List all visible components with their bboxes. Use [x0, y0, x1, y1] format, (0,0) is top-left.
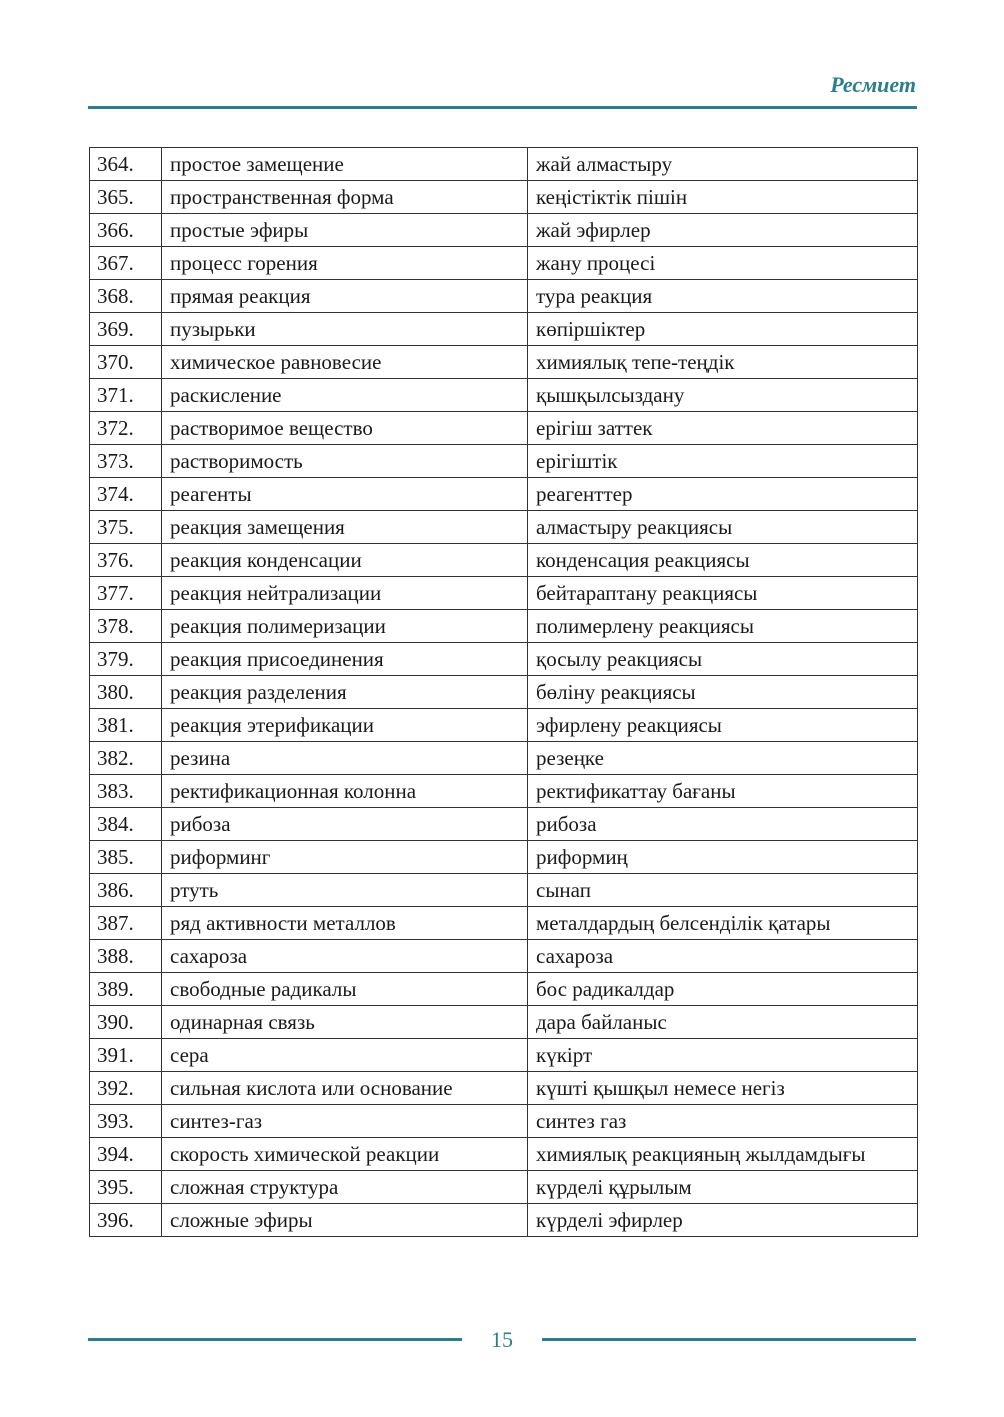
- term-number-cell: 368.: [90, 280, 162, 313]
- russian-term-cell: реакция нейтрализации: [162, 577, 528, 610]
- footer-divider-right: [542, 1338, 916, 1341]
- term-number-cell: 365.: [90, 181, 162, 214]
- table-row: [90, 940, 918, 973]
- term-number-cell: 392.: [90, 1072, 162, 1105]
- russian-term-cell: химическое равновесие: [162, 346, 528, 379]
- kazakh-term-cell: күкірт: [528, 1039, 918, 1072]
- page-header-title: Ресмиет: [830, 72, 916, 97]
- footer-divider-left: [88, 1338, 462, 1341]
- kazakh-term-cell: полимерлену реакциясы: [528, 610, 918, 643]
- russian-term-cell: прямая реакция: [162, 280, 528, 313]
- russian-term-cell: одинарная связь: [162, 1006, 528, 1039]
- kazakh-term-cell: бейтараптану реакциясы: [528, 577, 918, 610]
- kazakh-term-cell: дара байланыс: [528, 1006, 918, 1039]
- russian-term-cell: сложные эфиры: [162, 1204, 528, 1237]
- russian-term-cell: реакция присоединения: [162, 643, 528, 676]
- table-row: [90, 247, 918, 280]
- table-row: [90, 313, 918, 346]
- russian-term-cell: ртуть: [162, 874, 528, 907]
- table-row: [90, 841, 918, 874]
- kazakh-term-cell: металдардың белсенділік қатары: [528, 907, 918, 940]
- term-number-cell: 389.: [90, 973, 162, 1006]
- russian-term-cell: реакция полимеризации: [162, 610, 528, 643]
- table-row: [90, 643, 918, 676]
- term-number-cell: 364.: [90, 148, 162, 181]
- russian-term-cell: резина: [162, 742, 528, 775]
- table-row: [90, 775, 918, 808]
- kazakh-term-cell: химиялық реакцияның жылдамдығы: [528, 1138, 918, 1171]
- kazakh-term-cell: риформиң: [528, 841, 918, 874]
- russian-term-cell: растворимое вещество: [162, 412, 528, 445]
- kazakh-term-cell: жану процесі: [528, 247, 918, 280]
- russian-term-cell: раскисление: [162, 379, 528, 412]
- header-divider: [88, 106, 917, 109]
- term-number-cell: 373.: [90, 445, 162, 478]
- table-row: [90, 907, 918, 940]
- term-number-cell: 379.: [90, 643, 162, 676]
- russian-term-cell: сера: [162, 1039, 528, 1072]
- russian-term-cell: рибоза: [162, 808, 528, 841]
- table-row: [90, 1072, 918, 1105]
- table-row: [90, 148, 918, 181]
- table-row: [90, 412, 918, 445]
- term-number-cell: 386.: [90, 874, 162, 907]
- term-number-cell: 369.: [90, 313, 162, 346]
- russian-term-cell: простые эфиры: [162, 214, 528, 247]
- table-row: [90, 676, 918, 709]
- russian-term-cell: сильная кислота или основание: [162, 1072, 528, 1105]
- term-number-cell: 371.: [90, 379, 162, 412]
- table-row: [90, 577, 918, 610]
- term-number-cell: 376.: [90, 544, 162, 577]
- table-row: [90, 808, 918, 841]
- kazakh-term-cell: бос радикалдар: [528, 973, 918, 1006]
- term-number-cell: 391.: [90, 1039, 162, 1072]
- russian-term-cell: сложная структура: [162, 1171, 528, 1204]
- term-number-cell: 378.: [90, 610, 162, 643]
- table-row: [90, 181, 918, 214]
- term-number-cell: 375.: [90, 511, 162, 544]
- russian-term-cell: синтез-газ: [162, 1105, 528, 1138]
- table-row: [90, 1171, 918, 1204]
- glossary-table: [89, 147, 918, 1237]
- russian-term-cell: реакция этерификации: [162, 709, 528, 742]
- term-number-cell: 387.: [90, 907, 162, 940]
- russian-term-cell: реагенты: [162, 478, 528, 511]
- term-number-cell: 390.: [90, 1006, 162, 1039]
- term-number-cell: 367.: [90, 247, 162, 280]
- term-number-cell: 366.: [90, 214, 162, 247]
- term-number-cell: 384.: [90, 808, 162, 841]
- kazakh-term-cell: ерігіш заттек: [528, 412, 918, 445]
- kazakh-term-cell: реагенттер: [528, 478, 918, 511]
- term-number-cell: 383.: [90, 775, 162, 808]
- kazakh-term-cell: конденсация реакциясы: [528, 544, 918, 577]
- russian-term-cell: реакция конденсации: [162, 544, 528, 577]
- table-row: [90, 379, 918, 412]
- kazakh-term-cell: резеңке: [528, 742, 918, 775]
- table-row: [90, 973, 918, 1006]
- kazakh-term-cell: күрделі құрылым: [528, 1171, 918, 1204]
- russian-term-cell: скорость химической реакции: [162, 1138, 528, 1171]
- table-row: [90, 214, 918, 247]
- kazakh-term-cell: жай алмастыру: [528, 148, 918, 181]
- russian-term-cell: процесс горения: [162, 247, 528, 280]
- russian-term-cell: реакция разделения: [162, 676, 528, 709]
- term-number-cell: 377.: [90, 577, 162, 610]
- term-number-cell: 382.: [90, 742, 162, 775]
- term-number-cell: 396.: [90, 1204, 162, 1237]
- term-number-cell: 388.: [90, 940, 162, 973]
- table-row: [90, 511, 918, 544]
- kazakh-term-cell: ерігіштік: [528, 445, 918, 478]
- page-number: 15: [491, 1327, 513, 1352]
- kazakh-term-cell: кеңістіктік пішін: [528, 181, 918, 214]
- table-row: [90, 1039, 918, 1072]
- term-number-cell: 372.: [90, 412, 162, 445]
- table-row: [90, 445, 918, 478]
- russian-term-cell: ряд активности металлов: [162, 907, 528, 940]
- russian-term-cell: ректификационная колонна: [162, 775, 528, 808]
- kazakh-term-cell: эфирлену реакциясы: [528, 709, 918, 742]
- term-number-cell: 380.: [90, 676, 162, 709]
- kazakh-term-cell: қосылу реакциясы: [528, 643, 918, 676]
- russian-term-cell: реакция замещения: [162, 511, 528, 544]
- table-row: [90, 610, 918, 643]
- table-row: [90, 1105, 918, 1138]
- table-row: [90, 280, 918, 313]
- term-number-cell: 385.: [90, 841, 162, 874]
- kazakh-term-cell: ректификаттау бағаны: [528, 775, 918, 808]
- table-row: [90, 1204, 918, 1237]
- russian-term-cell: сахароза: [162, 940, 528, 973]
- table-row: [90, 544, 918, 577]
- term-number-cell: 394.: [90, 1138, 162, 1171]
- russian-term-cell: простое замещение: [162, 148, 528, 181]
- kazakh-term-cell: химиялық тепе-теңдік: [528, 346, 918, 379]
- table-row: [90, 478, 918, 511]
- russian-term-cell: растворимость: [162, 445, 528, 478]
- russian-term-cell: пузырьки: [162, 313, 528, 346]
- kazakh-term-cell: қышқылсыздану: [528, 379, 918, 412]
- kazakh-term-cell: тура реакция: [528, 280, 918, 313]
- glossary-table-body: [90, 148, 918, 1237]
- kazakh-term-cell: сынап: [528, 874, 918, 907]
- kazakh-term-cell: бөліну реакциясы: [528, 676, 918, 709]
- russian-term-cell: пространственная форма: [162, 181, 528, 214]
- kazakh-term-cell: синтез газ: [528, 1105, 918, 1138]
- term-number-cell: 374.: [90, 478, 162, 511]
- kazakh-term-cell: күшті қышқыл немесе негіз: [528, 1072, 918, 1105]
- kazakh-term-cell: алмастыру реакциясы: [528, 511, 918, 544]
- table-row: [90, 346, 918, 379]
- term-number-cell: 395.: [90, 1171, 162, 1204]
- russian-term-cell: риформинг: [162, 841, 528, 874]
- term-number-cell: 393.: [90, 1105, 162, 1138]
- term-number-cell: 381.: [90, 709, 162, 742]
- table-row: [90, 709, 918, 742]
- table-row: [90, 1138, 918, 1171]
- term-number-cell: 370.: [90, 346, 162, 379]
- kazakh-term-cell: рибоза: [528, 808, 918, 841]
- kazakh-term-cell: күрделі эфирлер: [528, 1204, 918, 1237]
- table-row: [90, 874, 918, 907]
- kazakh-term-cell: сахароза: [528, 940, 918, 973]
- kazakh-term-cell: жай эфирлер: [528, 214, 918, 247]
- table-row: [90, 1006, 918, 1039]
- table-row: [90, 742, 918, 775]
- kazakh-term-cell: көпіршіктер: [528, 313, 918, 346]
- russian-term-cell: свободные радикалы: [162, 973, 528, 1006]
